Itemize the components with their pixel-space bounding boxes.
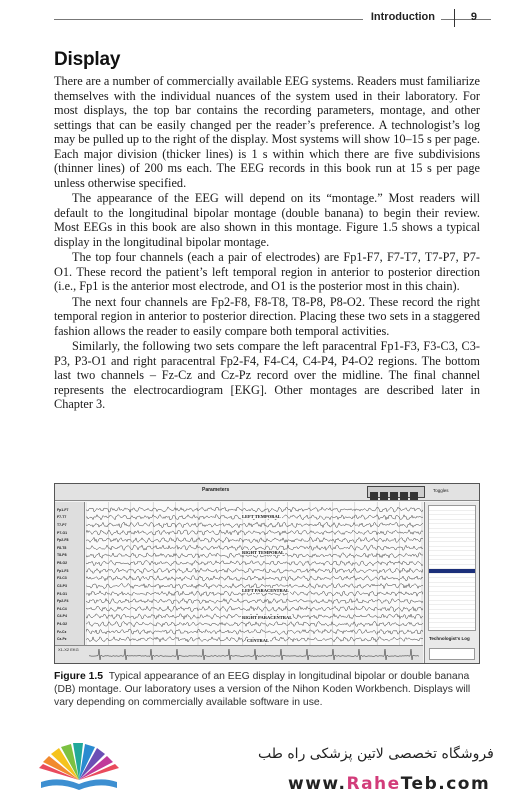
channel-label: F3-C3 (57, 576, 67, 581)
eeg-channel-trace (86, 606, 423, 612)
region-label-right-temporal: RIGHT TEMPORAL (242, 550, 284, 555)
eeg-channel-trace (86, 507, 423, 512)
eeg-channel-trace (86, 530, 423, 536)
eeg-channel-trace (86, 629, 423, 634)
toggles-label: Toggles (433, 488, 449, 493)
technologist-log-panel (424, 502, 479, 663)
eeg-channel-trace (86, 599, 423, 604)
channel-label: F8-T8 (57, 545, 67, 550)
eeg-channel-trace (86, 522, 423, 528)
store-url: www.RaheTeb.com (288, 774, 491, 794)
ekg-label: X1-X2 EKG (58, 647, 79, 652)
eeg-traces (86, 502, 423, 647)
region-label-left-temporal: LEFT TEMPORAL (242, 514, 281, 519)
channel-label: P4-O2 (57, 622, 68, 627)
chapter-title: Introduction (363, 11, 441, 23)
log-entry-list (428, 505, 476, 631)
channel-label: C3-P3 (57, 583, 67, 588)
channel-label: Fp1-F7 (57, 507, 69, 512)
eeg-channel-trace (86, 568, 423, 573)
body-text (54, 74, 480, 413)
ekg-strip (55, 645, 423, 663)
running-header (54, 9, 491, 31)
channel-label-column (55, 502, 85, 645)
eeg-channel-trace (86, 537, 423, 542)
channel-label: T8-P8 (57, 553, 67, 558)
region-label-left-paracentral: LEFT PARACENTRAL (242, 588, 289, 593)
eeg-trace-area (86, 502, 423, 645)
channel-label: Fz-Cz (57, 629, 67, 634)
log-panel-title: Technologist's Log (429, 636, 470, 641)
header-separator (454, 9, 455, 27)
eeg-figure (54, 483, 480, 664)
eeg-channel-trace (86, 560, 423, 566)
channel-label: Fp2-F8 (57, 538, 69, 543)
eeg-toolbar (55, 484, 479, 501)
channel-label: P3-O1 (57, 591, 68, 596)
region-label-right-paracentral: RIGHT PARACENTRAL (242, 615, 293, 620)
channel-label: T7-P7 (57, 522, 67, 527)
channel-label: P7-O1 (57, 530, 68, 535)
section-title: Display (54, 49, 121, 70)
paragraph: The next four channels are Fp2-F8, F8-T8, T8-P8, P8-O2. These record the right temporal region in anterior to posterior direction. Placing these two sets in a staggered fashion allows the reader to easily compare both temporal activities. (54, 294, 480, 338)
store-name: فروشگاه تخصصی لاتین پزشکی راه طب (258, 746, 494, 762)
ekg-trace (89, 648, 419, 662)
channel-label: Fp2-F4 (57, 599, 69, 604)
channel-label: Cz-Pz (57, 637, 67, 642)
channel-label: F4-C4 (57, 606, 67, 611)
playback-controls (367, 486, 425, 498)
page-number: 9 (470, 11, 477, 23)
paragraph: The top four channels (each a pair of electrodes) are Fp1-F7, F7-T7, T7-P7, P7-O1. These record the patient’s left temporal region in anterior to posterior direction (i.e., Fp1 is the anterior most electrode, and O1 is the posterior most in this chain). (54, 250, 480, 293)
channel-label: C4-P4 (57, 614, 67, 619)
figure-caption (54, 670, 480, 710)
eeg-channel-trace (86, 576, 423, 581)
parameters-label: Parameters (202, 487, 230, 493)
log-entry (429, 623, 475, 628)
channel-label: P8-O2 (57, 561, 68, 566)
log-options (429, 648, 475, 660)
paragraph: There are a number of commercially available EEG systems. Readers must familiarize themselves with the individual nuances of the system used in their laboratory. For most displays, the top bar contains the recording parameters, montage, and other settings that can be easily changed per the reader’s preference. A technologist’s log may be pulled up to the right of the display. Most systems will show 10–15 s per page. Each major division (thicker lines) is 1 s within which there are five subdivisions (thinner lines) of 200 ms each. The EEG records in this book run at 15 s per page unless otherwise specified. (54, 74, 480, 190)
region-label-central: CENTRAL (247, 638, 270, 643)
paragraph: The appearance of the EEG will depend on its “montage.” Most readers will default to the longitudinal bipolar montage (double banana) to begin their review. Most EEGs in this book are also shown in this montage. Figure 1.5 shows a typical display in the longitudinal bipolar montage. (54, 191, 480, 249)
watermark (0, 730, 531, 803)
channel-label: F7-T7 (57, 515, 67, 520)
paragraph: Similarly, the following two sets compare the left paracentral Fp1-F3, F3-C3, C3-P3, P3-O1 and right paracentral Fp2-F4, F4-C4, C4-P4, P4-O2 regions. The bottom last two channels – Fz-Cz and Cz-Pz record over the midline. The final channel represents the electrocardiogram [EKG]. Other montages are described later in Chapter 3. (54, 339, 480, 411)
channel-label: Fp1-F3 (57, 568, 69, 573)
caption-text: Typical appearance of an EEG display in longitudinal bipolar or double banana (DB) montage. Our laboratory uses a version of the Nihon Koden Workbench. Displays will vary depending on commercially available software in use. (54, 671, 471, 709)
ekg-trace-line (89, 649, 419, 660)
eeg-channel-trace (86, 622, 423, 627)
book-logo-icon (34, 730, 124, 796)
figure-label: Figure 1.5 (54, 671, 104, 682)
